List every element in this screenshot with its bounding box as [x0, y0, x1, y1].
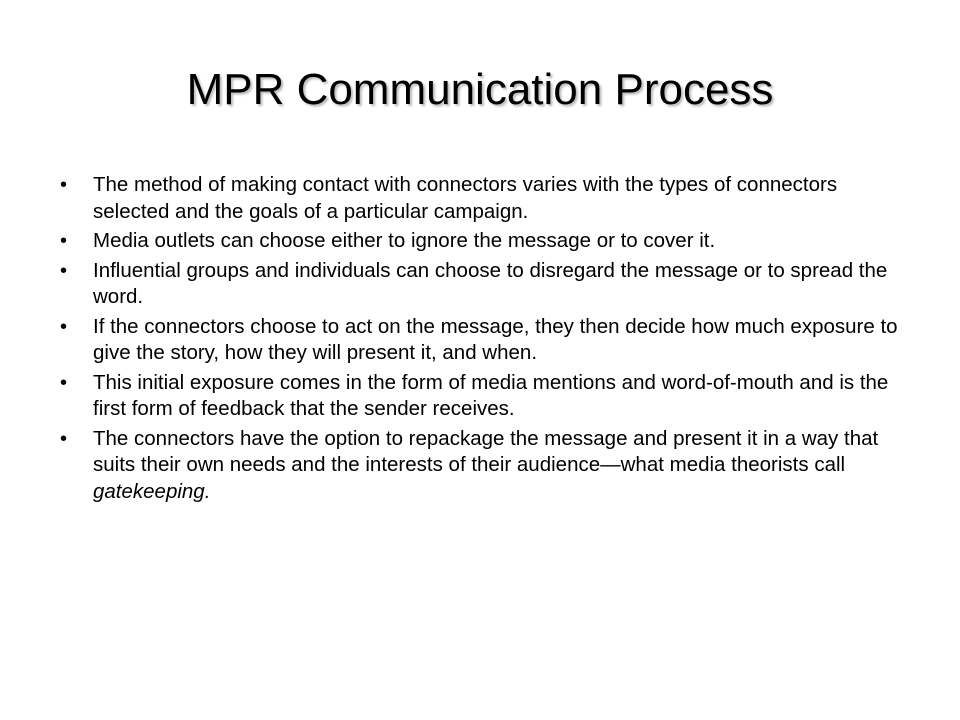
bullet-dot-icon: • — [60, 230, 68, 252]
bullet-item — [60, 426, 910, 506]
bullet-text-emphasis: gatekeeping. — [93, 479, 211, 503]
bullet-dot-icon: • — [60, 371, 68, 394]
bullet-item — [60, 258, 910, 311]
bullet-dot-icon: • — [60, 174, 68, 196]
bullet-text — [93, 427, 878, 503]
bullet-text: This initial exposure comes in the form of media mentions and word-of-mouth and is the first form of feedback that the sender receives. — [93, 370, 889, 420]
bullet-text: The method of making contact with connectors varies with the types of connectors selected and the goals of a particular campaign. — [93, 173, 838, 223]
slide-title: MPR Communication Process — [186, 65, 774, 114]
bullet-dot-icon: • — [60, 427, 68, 450]
bullet-item — [60, 172, 910, 225]
bullet-text: If the connectors choose to act on the message, they then decide how much exposure to give the story, how they will present it, and when. — [93, 314, 898, 364]
bullet-dot-icon: • — [60, 315, 68, 338]
bullet-text: Media outlets can choose either to ignore the message or to cover it. — [93, 229, 716, 252]
bullet-text: Influential groups and individuals can choose to disregard the message or to spread the word. — [93, 258, 888, 308]
bullet-item — [60, 370, 910, 423]
bullet-item — [60, 228, 910, 255]
bullet-list — [60, 172, 910, 508]
bullet-item — [60, 314, 910, 367]
bullet-text-main: The connectors have the option to repackage the message and present it in a way that suits their own needs and the interests of their audience—what media theorists call — [93, 426, 879, 476]
bullet-dot-icon: • — [60, 259, 68, 282]
